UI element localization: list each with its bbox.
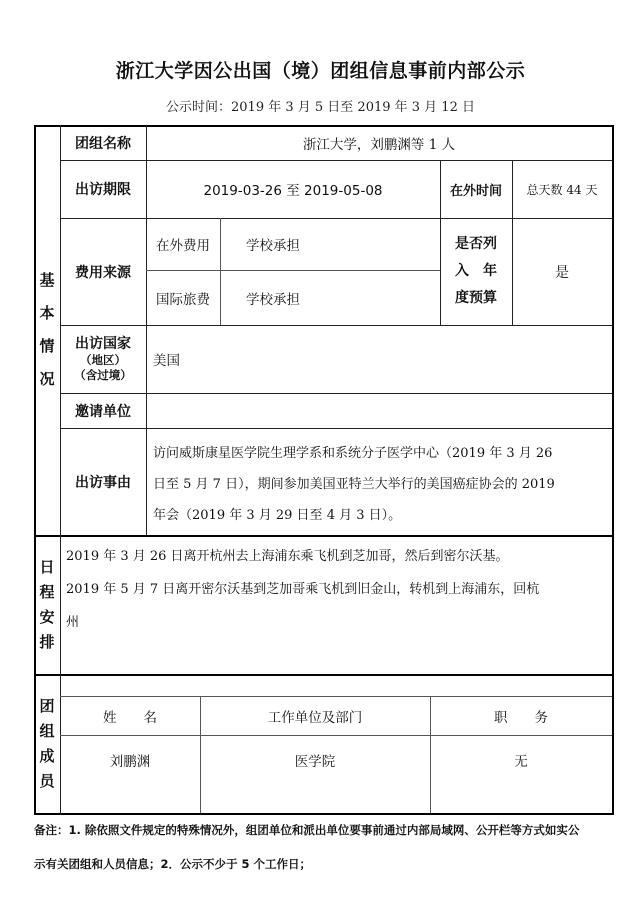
fee-inner-divider bbox=[220, 218, 221, 325]
purpose-label: 出访事由 bbox=[75, 474, 131, 491]
fee-travel-value: 学校承担 bbox=[246, 291, 300, 308]
members-header-unit: 工作单位及部门 bbox=[267, 709, 363, 726]
footnote-line-2: 示有关团组和人员信息；2．公示不少于 5 个工作日； bbox=[34, 857, 312, 871]
members-header-title: 职 务 bbox=[494, 709, 548, 726]
fee-travel-label: 国际旅费 bbox=[156, 291, 210, 308]
members-section-label: 团 组 成 员 bbox=[39, 696, 55, 790]
publish-period: 公示时间：2019 年 3 月 5 日至 2019 年 3 月 12 日 bbox=[166, 100, 475, 115]
group-name-value: 浙江大学，刘鹏渊等 1 人 bbox=[302, 136, 456, 153]
schedule-text: 2019 年 3 月 26 日离开杭州去上海浦东乘飞机到芝加哥，然后到密尔沃基。 2019 年 5 月 7 日离开密尔沃基到芝加哥乘飞机到旧金山，转机到上海浦东，回杭 州 bbox=[66, 549, 540, 630]
inviter-value bbox=[153, 393, 612, 428]
period-value: 2019-03-26 至 2019-05-08 bbox=[203, 183, 383, 199]
inviter-label: 邀请单位 bbox=[75, 403, 131, 420]
member-title: 无 bbox=[514, 754, 528, 770]
budget-value: 是 bbox=[555, 264, 569, 281]
group-name-label: 团组名称 bbox=[75, 135, 131, 152]
fee-abroad-value: 学校承担 bbox=[246, 238, 300, 254]
purpose-text: 访问威斯康星医学院生理学系和系统分子医学中心（2019 年 3 月 26 日至 5 月 7 日），期间参加美国亚特兰大举行的美国癌症协会的 2019 年会（2019 年 3 月 29 日至 4 月 3 日）。 bbox=[153, 446, 555, 523]
members-header-name: 姓 名 bbox=[103, 709, 157, 726]
schedule-section-label: 日 程 安 排 bbox=[39, 557, 55, 651]
budget-label: 是否列 入 年 度预算 bbox=[455, 235, 497, 307]
fee-source-label: 费用来源 bbox=[75, 264, 131, 281]
basic-section-label: 基 本 情 况 bbox=[39, 271, 55, 388]
abroad-time-value: 总天数 44 天 bbox=[526, 182, 598, 197]
fee-abroad-label: 在外费用 bbox=[156, 238, 210, 254]
abroad-time-label: 在外时间 bbox=[449, 183, 502, 199]
period-label: 出访期限 bbox=[75, 182, 131, 198]
country-label: 出访国家 （地区） （含过境） bbox=[74, 335, 132, 383]
section-sep-schedule bbox=[34, 535, 612, 537]
member-unit: 医学院 bbox=[294, 754, 336, 770]
page-title: 浙江大学因公出国（境）团组信息事前内部公示 bbox=[115, 60, 526, 82]
section-sep-members bbox=[34, 674, 612, 676]
country-value: 美国 bbox=[153, 353, 180, 369]
table-right-border bbox=[612, 125, 614, 815]
table-bottom-border bbox=[34, 813, 612, 815]
footnote-line-1: 备注：1. 除依照文件规定的特殊情况外，组团单位和派出单位要事前通过内部局域网、公开栏等方式如实公 bbox=[34, 823, 580, 837]
member-name: 刘鹏渊 bbox=[109, 754, 151, 770]
